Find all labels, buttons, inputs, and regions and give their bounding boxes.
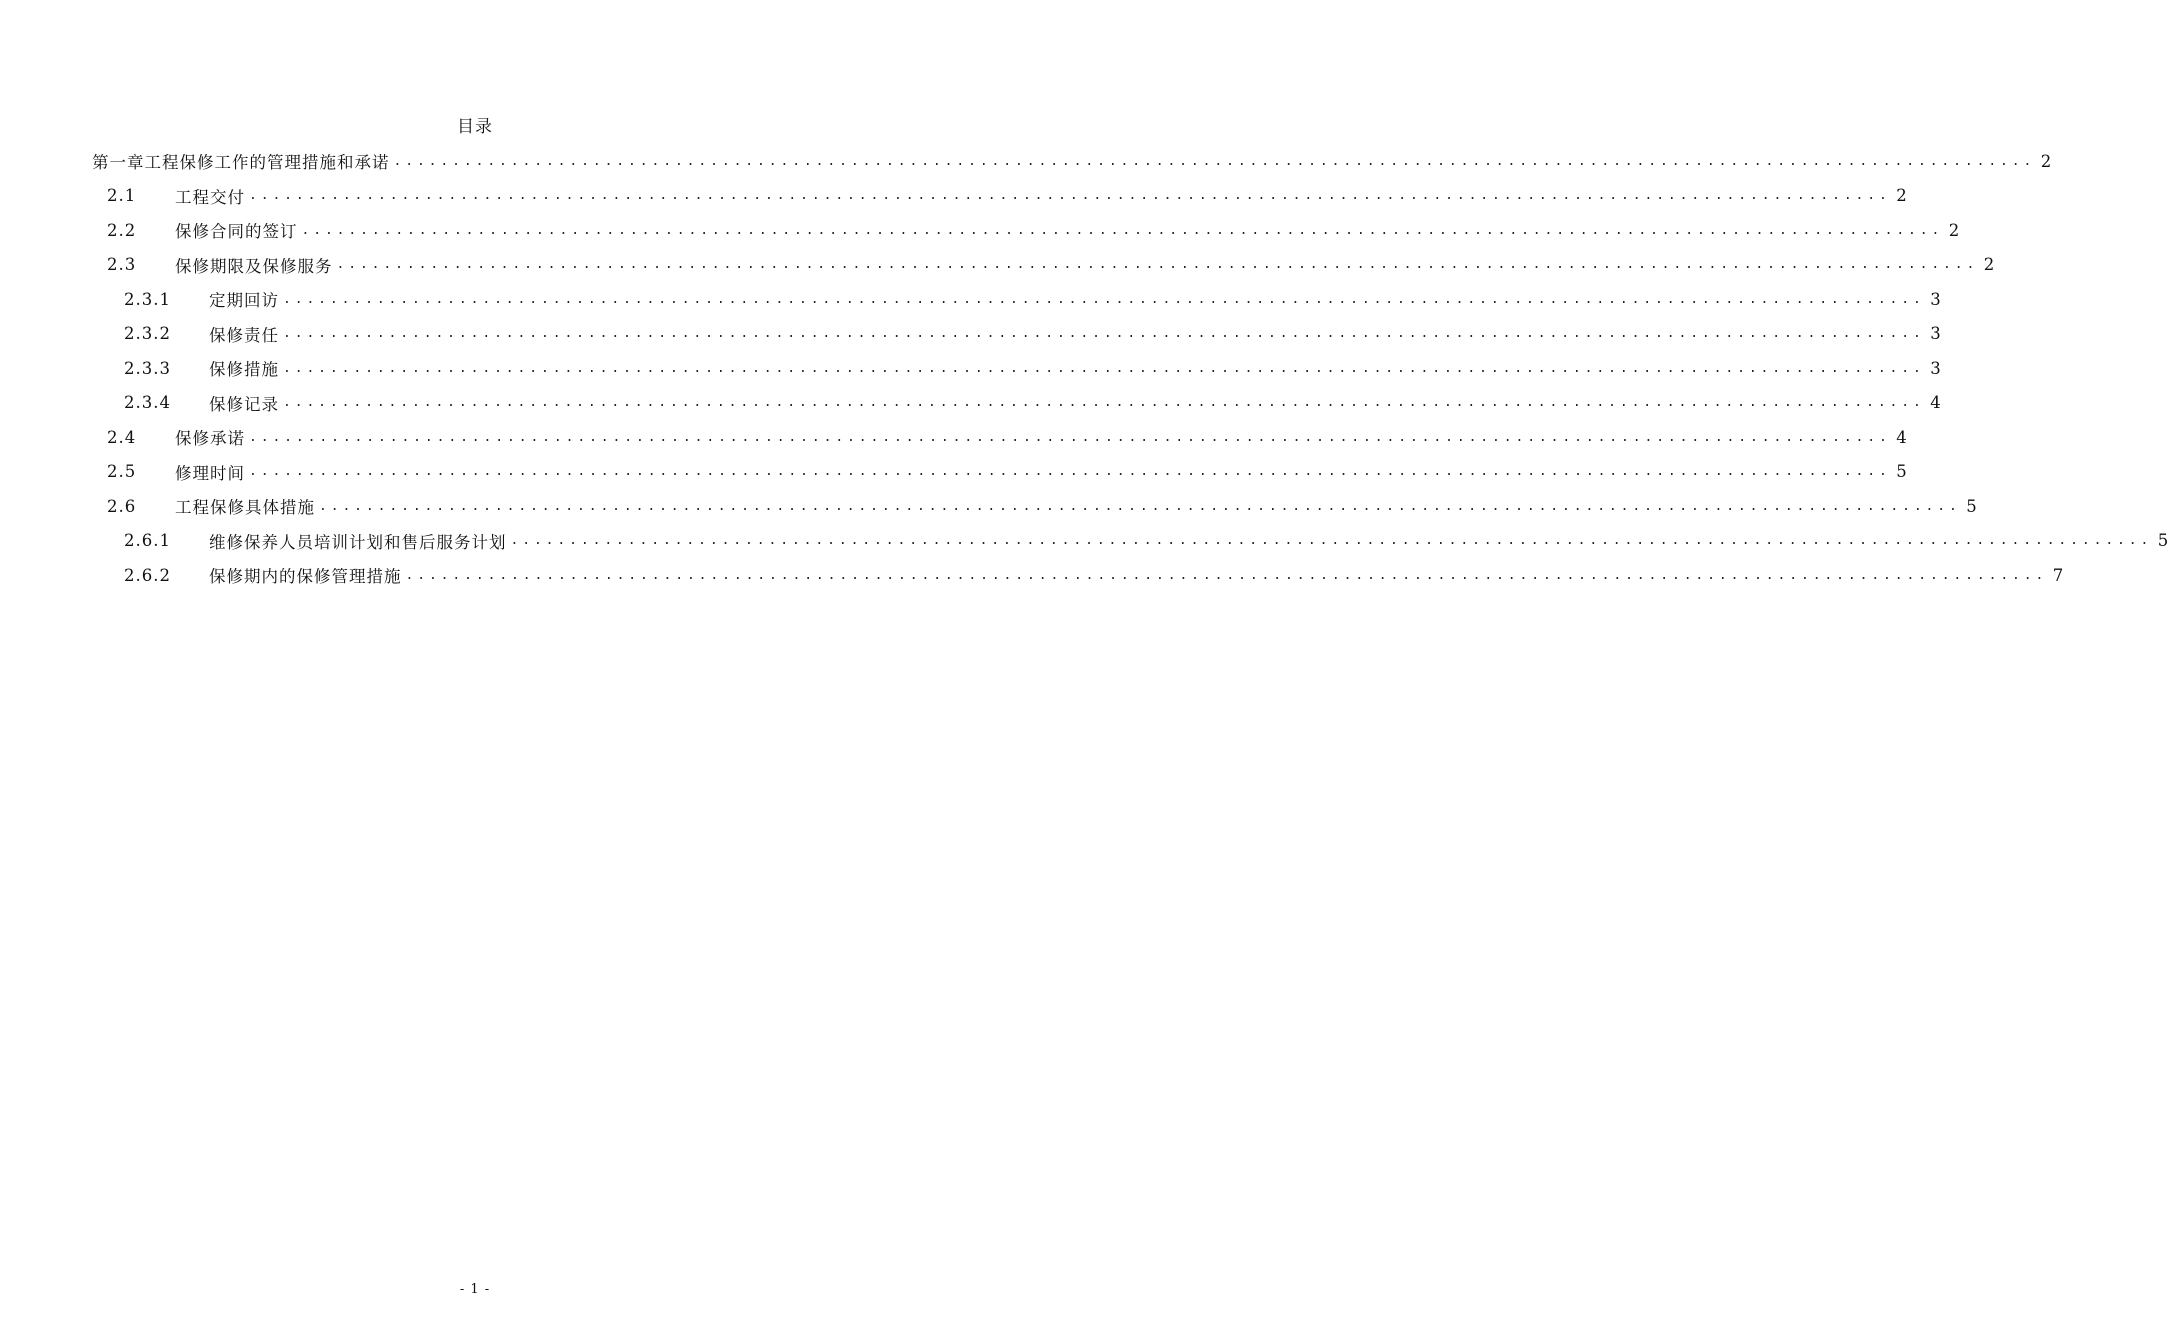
toc-entry-title: 保修期限及保修服务 [175,256,333,276]
toc-entry-page: 3 [1930,358,1941,378]
toc-entry-page: 4 [1896,427,1907,447]
toc-entry[interactable] [107,422,1907,452]
toc-entry-page: 5 [1896,462,1907,481]
toc-entry[interactable] [124,560,2064,590]
toc-dot-leader: ............................................................................................................................................ [393,153,2036,169]
toc-dot-leader: ............................................................................................................................................ [336,257,1979,272]
toc-entry-title: 修理时间 [175,463,245,483]
toc-title: 目录 [457,117,493,137]
toc-entry-title: 保修合同的签订 [175,222,298,241]
toc-dot-leader: ............................................................................................................................................ [319,498,1961,514]
toc-entry-title: 保修期内的保修管理措施 [209,567,402,586]
toc-entry-number: 2.6.1 [124,531,171,550]
toc-entry-page: 4 [1930,393,1941,412]
toc-entry-number: 2.6 [107,496,137,516]
toc-entry[interactable] [107,250,1995,280]
toc-entry-page: 3 [1930,324,1941,343]
toc-entry-page: 3 [1930,289,1941,309]
toc-entry-page: 2 [1948,220,1960,240]
toc-dot-leader: ............................................................................................................................................ [283,395,1925,410]
toc-dot-leader: ............................................................................................................................................ [249,188,1891,203]
toc-entry-page: 2 [1896,186,1907,205]
toc-dot-leader: ............................................................................................................................................ [301,222,1944,238]
toc-entry[interactable] [124,353,1941,383]
toc-dot-leader: ............................................................................................................................................ [249,464,1891,479]
page-number: - 1 - [459,1282,491,1297]
toc-entry-number: 2.6.2 [124,565,171,585]
toc-dot-leader: ............................................................................................................................................ [249,429,1891,445]
toc-entry-page: 2 [1983,255,1995,274]
toc-entry-number: 2.3 [107,255,137,274]
toc-dot-leader: ............................................................................................................................................ [283,326,1925,341]
toc-entry-number: 2.5 [107,462,137,481]
toc-entry-number: 2.3.1 [124,289,171,309]
toc-entry-page: 5 [2157,531,2168,550]
toc-entry-title: 工程保修具体措施 [175,498,315,517]
toc-entry[interactable] [124,284,1941,314]
toc-entry[interactable] [107,181,1907,211]
toc-entry[interactable] [124,526,2168,556]
toc-entry-title: 维修保养人员培训计划和售后服务计划 [209,532,507,552]
toc-entry-title: 第一章工程保修工作的管理措施和承诺 [92,153,390,172]
toc-entry-title: 工程交付 [175,187,245,207]
toc-entry[interactable] [124,319,1941,349]
toc-entry-number: 2.4 [107,427,137,447]
toc-dot-leader: ............................................................................................................................................ [283,291,1925,307]
toc-entry-page: 5 [1966,496,1977,516]
toc-entry-title: 保修责任 [209,325,279,345]
toc-entry-title: 定期回访 [209,291,279,310]
toc-entry-number: 2.3.3 [124,358,171,378]
toc-entry[interactable] [107,491,1977,521]
toc-entry[interactable] [124,388,1941,418]
toc-entry-number: 2.2 [107,220,137,240]
toc-dot-leader: ............................................................................................................................................ [510,533,2153,548]
toc-entry-number: 2.3.4 [124,393,171,412]
toc-entry-number: 2.1 [107,186,137,205]
toc-entry-title: 保修承诺 [175,429,245,448]
toc-dot-leader: ............................................................................................................................................ [405,567,2048,583]
toc-entry-number: 2.3.2 [124,324,171,343]
toc-entry[interactable] [107,457,1907,487]
toc-entry-title: 保修记录 [209,394,279,414]
toc-dot-leader: ............................................................................................................................................ [283,360,1925,376]
toc-entry[interactable] [107,215,1960,245]
toc-entry-page: 7 [2052,565,2064,585]
toc-entry-title: 保修措施 [209,360,279,379]
toc-entry-page: 2 [2040,151,2052,171]
toc-entry[interactable] [92,146,2052,176]
